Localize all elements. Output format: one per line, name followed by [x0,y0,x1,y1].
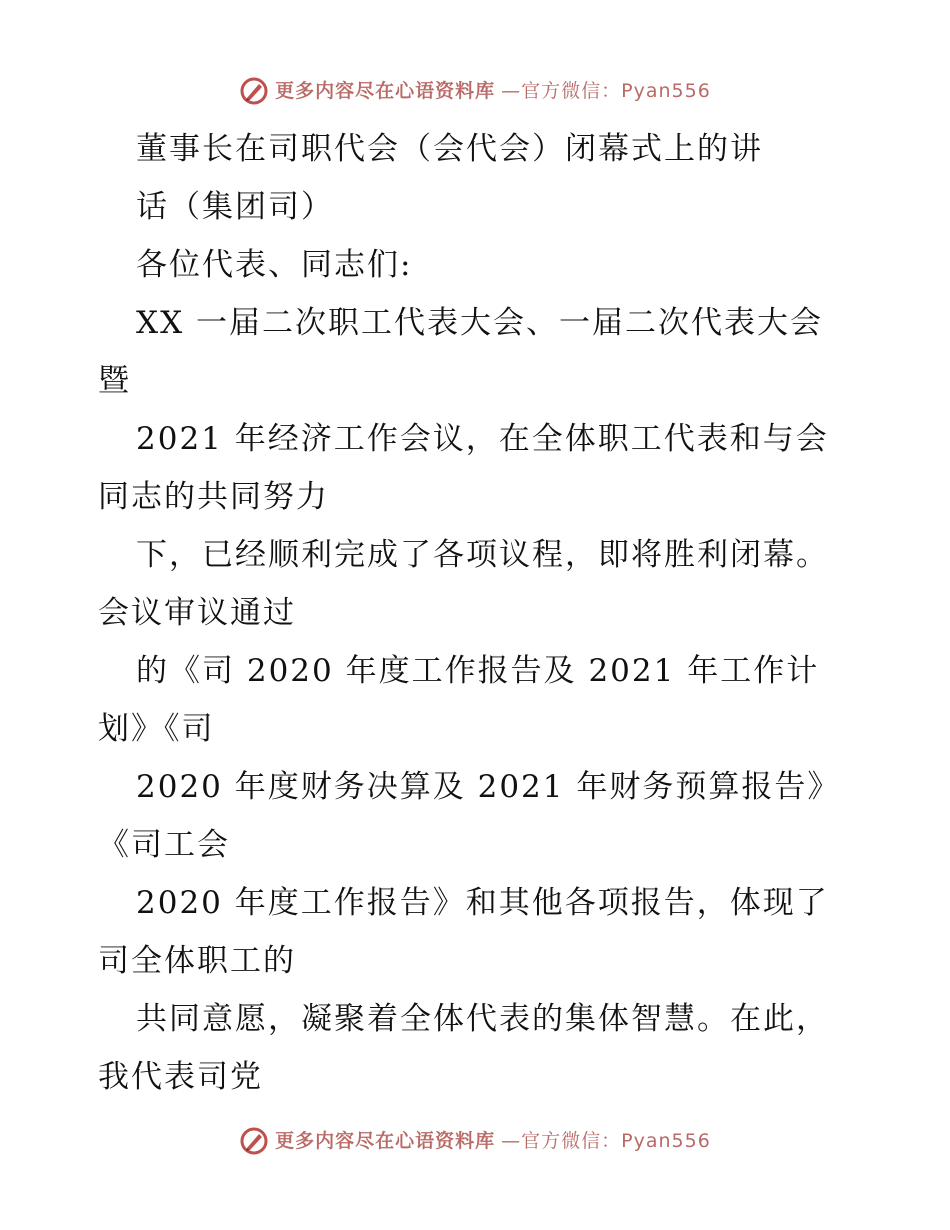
pen-circle-icon [239,76,269,106]
document-title-line-1: 董事长在司职代会（会代会）闭幕式上的讲 [136,131,763,167]
paragraph-line: 《司工会 [98,827,230,863]
paragraph-line: 2020 年度财务决算及 2021 年财务预算报告》 [136,769,841,805]
paragraph-line: 2020 年度工作报告》和其他各项报告，体现了 [136,885,829,921]
paragraph-line: 共同意愿，凝聚着全体代表的集体智慧。在此， [136,1001,829,1037]
salutation: 各位代表、同志们: [136,247,413,283]
pen-circle-icon [239,1126,269,1156]
paragraph-line: 会议审议通过 [98,595,296,631]
paragraph-line: 的《司 2020 年度工作报告及 2021 年工作计 [136,653,820,689]
banner-site-text: 更多内容尽在心语资料库 [275,80,496,102]
paragraph-line: XX 一届二次职工代表大会、一届二次代表大会 [136,305,823,341]
paragraph-line: 划》《司 [98,711,215,747]
paragraph-line: 暨 [98,363,131,399]
document-title-line-2: 话（集团司） [136,189,334,225]
paragraph-line: 下，已经顺利完成了各项议程，即将胜利闭幕。 [136,537,829,573]
paragraph-line: 司全体职工的 [98,943,296,979]
paragraph-line: 同志的共同努力 [98,479,329,515]
paragraph-line: 我代表司党 [98,1059,263,1095]
header-banner [0,76,950,106]
banner-wechat-text: —官方微信：Pyan556 [501,1130,711,1152]
document-body [98,120,841,1106]
banner-wechat-text: —官方微信：Pyan556 [501,80,711,102]
footer-banner [0,1126,950,1156]
banner-site-text: 更多内容尽在心语资料库 [275,1130,496,1152]
paragraph-line: 2021 年经济工作会议，在全体职工代表和与会 [136,421,829,457]
